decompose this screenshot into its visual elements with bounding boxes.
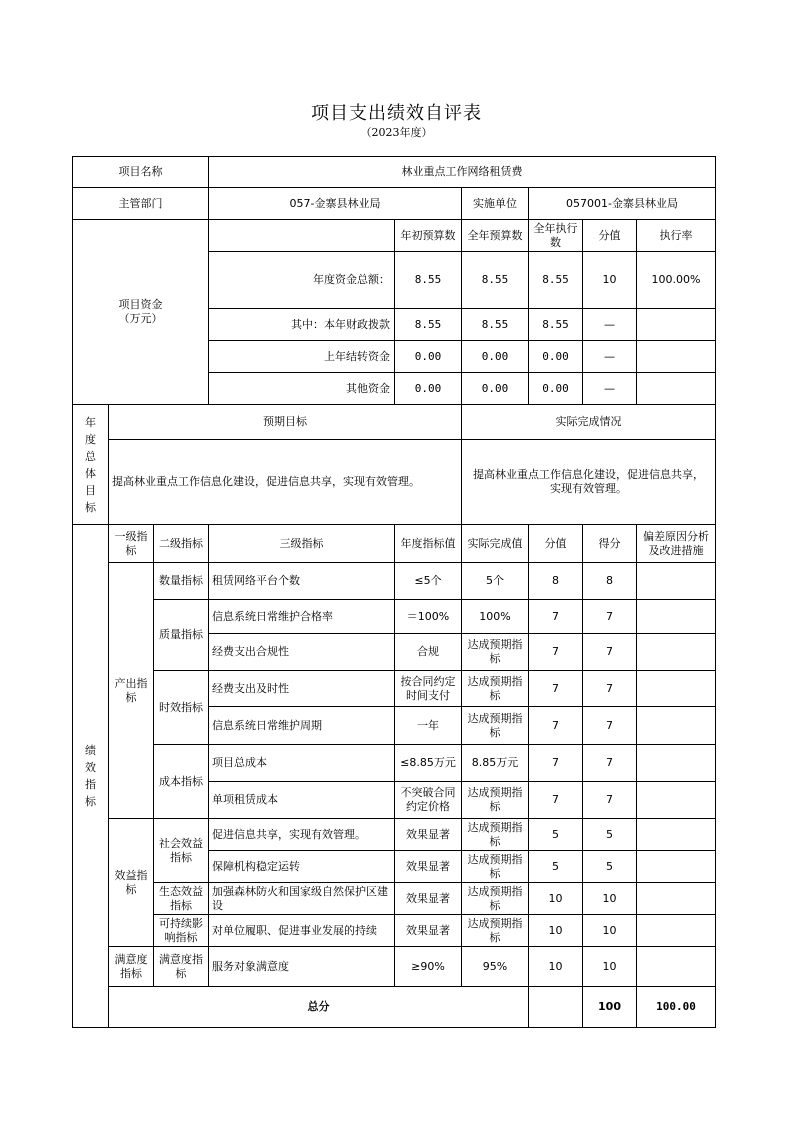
funds-row-label: 其他资金 (209, 373, 395, 405)
indicators-side-label (73, 525, 109, 1028)
indicator-l3: 服务对象满意度 (209, 947, 395, 987)
funds-executed: 0.00 (529, 341, 583, 373)
indicator-l3: 经费支出合规性 (209, 634, 395, 671)
indicator-l3: 信息系统日常维护周期 (209, 707, 395, 745)
indicators-side-label-text: 绩效指标 (85, 744, 96, 808)
satisfaction-level2-label: 满意度指标 (154, 947, 209, 987)
funds-initial: 0.00 (395, 341, 462, 373)
indicator-deviation (637, 707, 716, 745)
indicator-score: 10 (583, 947, 637, 987)
indicator-row (73, 563, 716, 600)
indicator-target: 不突破合同约定价格 (395, 782, 462, 819)
total-label: 总分 (109, 987, 529, 1028)
goals-header-row (73, 405, 716, 440)
indicator-target: ≤5个 (395, 563, 462, 600)
funds-row-label: 其中：本年财政拨款 (209, 309, 395, 341)
dept-value: 057-金寨县林业局 (209, 188, 462, 220)
indicator-actual: 8.85万元 (462, 745, 529, 782)
unit-label: 实施单位 (462, 188, 529, 220)
funds-label-line1: 项目资金 (118, 298, 163, 311)
indicator-score: 7 (583, 671, 637, 707)
indicator-target: 合规 (395, 634, 462, 671)
sustain-indicator-label: 可持续影响指标 (154, 915, 209, 947)
benefit-indicator-label: 效益指标 (109, 819, 154, 947)
header-level3: 三级指标 (209, 525, 395, 563)
indicator-score-value: 10 (529, 915, 583, 947)
indicator-actual: 达成预期指标 (462, 782, 529, 819)
indicator-actual: 达成预期指标 (462, 819, 529, 851)
project-name-row (73, 157, 716, 188)
indicator-actual: 达成预期指标 (462, 851, 529, 883)
indicator-actual: 达成预期指标 (462, 707, 529, 745)
funds-initial: 8.55 (395, 309, 462, 341)
funds-row-label: 年度资金总额： (209, 252, 395, 309)
goals-expected-header: 预期目标 (109, 405, 462, 440)
indicator-actual: 达成预期指标 (462, 634, 529, 671)
indicator-l3: 租赁网络平台个数 (209, 563, 395, 600)
indicator-actual: 达成预期指标 (462, 671, 529, 707)
indicators-header-row (73, 525, 716, 563)
indicator-score-value: 5 (529, 851, 583, 883)
funds-header-row (73, 220, 716, 252)
funds-header-initial: 年初预算数 (395, 220, 462, 252)
funds-executed: 0.00 (529, 373, 583, 405)
funds-rate (637, 309, 716, 341)
goals-side-label-text: 年度总体目标 (85, 415, 96, 514)
indicator-actual: 100% (462, 600, 529, 634)
indicator-score: 5 (583, 819, 637, 851)
indicator-row (73, 671, 716, 707)
indicator-deviation (637, 563, 716, 600)
indicator-l3: 保障机构稳定运转 (209, 851, 395, 883)
indicator-row (73, 915, 716, 947)
indicator-score: 8 (583, 563, 637, 600)
funds-label (73, 220, 209, 405)
indicator-score: 7 (583, 782, 637, 819)
indicator-l3: 信息系统日常维护合格率 (209, 600, 395, 634)
funds-header-rate: 执行率 (637, 220, 716, 252)
indicator-l3: 促进信息共享，实现有效管理。 (209, 819, 395, 851)
timeliness-indicator-label: 时效指标 (154, 671, 209, 745)
header-deviation: 偏差原因分析及改进措施 (637, 525, 716, 563)
goals-side-label (73, 405, 109, 525)
funds-annual: 8.55 (462, 252, 529, 309)
indicator-deviation (637, 883, 716, 915)
indicator-score-value: 7 (529, 707, 583, 745)
dept-label: 主管部门 (73, 188, 209, 220)
project-name-value: 林业重点工作网络租赁费 (209, 157, 716, 188)
indicator-deviation (637, 634, 716, 671)
funds-rate: 100.00% (637, 252, 716, 309)
funds-score-value: 10 (583, 252, 637, 309)
page-subtitle-year: （2023年度） (360, 126, 433, 139)
indicator-score: 10 (583, 883, 637, 915)
indicator-score-value: 8 (529, 563, 583, 600)
indicator-deviation (637, 600, 716, 634)
indicator-score-value: 5 (529, 819, 583, 851)
indicator-target: ＝100% (395, 600, 462, 634)
quantity-indicator-label: 数量指标 (154, 563, 209, 600)
indicator-l3: 项目总成本 (209, 745, 395, 782)
header-score: 得分 (583, 525, 637, 563)
indicator-actual: 达成预期指标 (462, 915, 529, 947)
indicator-score-value: 7 (529, 782, 583, 819)
goals-expected: 提高林业重点工作信息化建设，促进信息共享，实现有效管理。 (109, 440, 462, 525)
funds-executed: 8.55 (529, 252, 583, 309)
indicator-deviation (637, 947, 716, 987)
indicator-score-value: 7 (529, 745, 583, 782)
funds-header-executed: 全年执行数 (529, 220, 583, 252)
goals-content-row (73, 440, 716, 525)
indicator-deviation (637, 915, 716, 947)
indicator-deviation (637, 819, 716, 851)
indicator-deviation (637, 851, 716, 883)
goals-actual-header: 实际完成情况 (462, 405, 716, 440)
indicator-row (73, 819, 716, 851)
funds-score-value: — (583, 309, 637, 341)
header-score-value: 分值 (529, 525, 583, 563)
funds-initial: 0.00 (395, 373, 462, 405)
funds-executed: 8.55 (529, 309, 583, 341)
cost-indicator-label: 成本指标 (154, 745, 209, 819)
indicator-actual: 达成预期指标 (462, 883, 529, 915)
eco-indicator-label: 生态效益指标 (154, 883, 209, 915)
funds-score-value: — (583, 373, 637, 405)
social-indicator-label: 社会效益指标 (154, 819, 209, 883)
quality-indicator-label: 质量指标 (154, 600, 209, 671)
indicator-score: 7 (583, 707, 637, 745)
funds-label-line2: （万元） (118, 312, 163, 325)
satisfaction-level1-label: 满意度指标 (109, 947, 154, 987)
indicator-score: 10 (583, 915, 637, 947)
indicator-score-value: 7 (529, 600, 583, 634)
header-level2: 二级指标 (154, 525, 209, 563)
indicator-score-value: 10 (529, 947, 583, 987)
header-level1: 一级指标 (109, 525, 154, 563)
indicator-l3: 对单位履职、促进事业发展的持续 (209, 915, 395, 947)
indicator-deviation (637, 671, 716, 707)
indicator-l3: 加强森林防火和国家级自然保护区建设 (209, 883, 395, 915)
funds-header-score-value: 分值 (583, 220, 637, 252)
indicator-score: 7 (583, 745, 637, 782)
funds-annual: 0.00 (462, 373, 529, 405)
header-target: 年度指标值 (395, 525, 462, 563)
project-name-label: 项目名称 (73, 157, 209, 188)
funds-annual: 8.55 (462, 309, 529, 341)
indicator-target: 一年 (395, 707, 462, 745)
indicator-score: 7 (583, 600, 637, 634)
funds-header-empty (209, 220, 395, 252)
page-title: 项目支出绩效自评表 (311, 103, 482, 124)
indicator-l3: 经费支出及时性 (209, 671, 395, 707)
indicator-row (73, 745, 716, 782)
indicator-deviation (637, 745, 716, 782)
funds-initial: 8.55 (395, 252, 462, 309)
goals-actual: 提高林业重点工作信息化建设，促进信息共享，实现有效管理。 (462, 440, 716, 525)
header-actual: 实际完成值 (462, 525, 529, 563)
total-score-value: 100 (583, 987, 637, 1028)
indicator-score-value: 7 (529, 634, 583, 671)
evaluation-table (72, 156, 716, 1028)
indicator-score: 7 (583, 634, 637, 671)
department-row (73, 188, 716, 220)
indicator-target: 效果显著 (395, 883, 462, 915)
indicator-score-value: 7 (529, 671, 583, 707)
indicator-target: 按合同约定时间支付 (395, 671, 462, 707)
indicator-row (73, 947, 716, 987)
indicator-l3: 单项租赁成本 (209, 782, 395, 819)
indicator-target: 效果显著 (395, 915, 462, 947)
indicator-score-value: 10 (529, 883, 583, 915)
funds-rate (637, 341, 716, 373)
unit-value: 057001-金寨县林业局 (529, 188, 716, 220)
output-indicator-label: 产出指标 (109, 563, 154, 819)
indicator-target: ≥90% (395, 947, 462, 987)
indicator-target: 效果显著 (395, 851, 462, 883)
funds-header-annual: 全年预算数 (462, 220, 529, 252)
indicator-row (73, 883, 716, 915)
indicator-actual: 95% (462, 947, 529, 987)
indicator-deviation (637, 782, 716, 819)
funds-annual: 0.00 (462, 341, 529, 373)
indicator-actual: 5个 (462, 563, 529, 600)
indicator-row (73, 600, 716, 634)
indicator-target: 效果显著 (395, 819, 462, 851)
indicator-target: ≤8.85万元 (395, 745, 462, 782)
indicator-score: 5 (583, 851, 637, 883)
total-row (73, 987, 716, 1028)
funds-row-label: 上年结转资金 (209, 341, 395, 373)
funds-score-value: — (583, 341, 637, 373)
total-score: 100.00 (637, 987, 716, 1028)
funds-rate (637, 373, 716, 405)
total-empty (529, 987, 583, 1028)
